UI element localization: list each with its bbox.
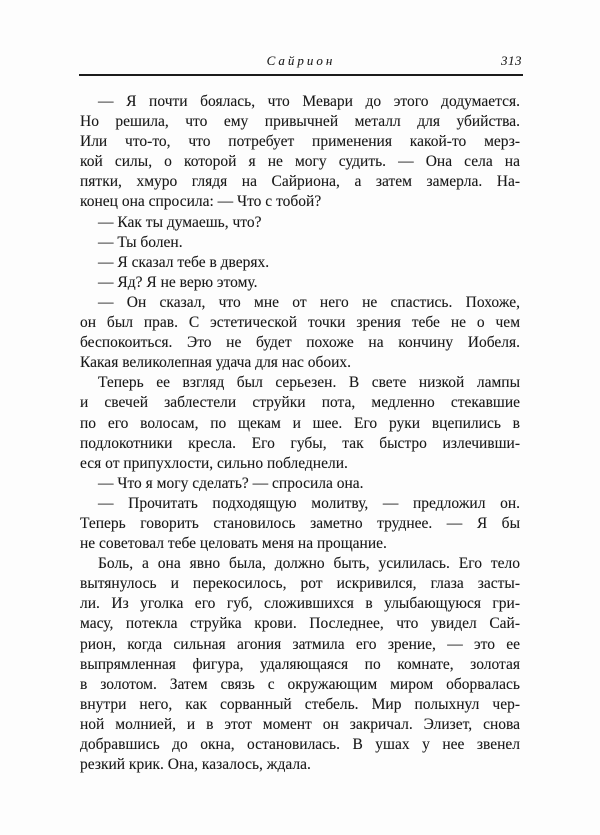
text-line: Какая великолепная удача для нас обоих. xyxy=(80,354,352,372)
text-line: и свечей заблестели струйки пота, медленно стекавшие xyxy=(80,394,520,412)
text-line: — Яд? Я не верю этому. xyxy=(98,273,258,291)
text-line: он был прав. С эстетической точки зрения тебе не о чем xyxy=(80,314,520,332)
text-line: Но решила, что ему привычней металл для убийства. xyxy=(80,113,520,131)
text-line: — Он сказал, что мне от него не спастись. Похоже, xyxy=(98,293,520,311)
text-line: конец она спросила: — Что с тобой? xyxy=(80,193,322,211)
text-line: еся от припухлости, сильно побледнели. xyxy=(80,454,348,472)
text-line: не советовал тебе целовать меня на прощание. xyxy=(80,535,387,553)
text-line: кой силы, о которой я не могу судить. — Она села на xyxy=(80,153,520,171)
text-line: — Как ты думаешь, что? xyxy=(98,213,262,231)
text-line: вытянулось и перекосилось, рот искривился, глаза засты- xyxy=(80,575,520,593)
header-rule xyxy=(79,74,523,76)
body-text xyxy=(80,92,520,775)
text-line: рион, когда сильная агония затмила его зрение, — это ее xyxy=(80,635,520,653)
header-title: Сайрион xyxy=(266,53,336,68)
text-line: — Я сказал тебе в дверях. xyxy=(98,253,270,271)
text-line: выпрямленная фигура, удаляющаяся по комнате, золотая xyxy=(80,655,520,673)
text-line: ли. Из уголка его губ, сложившихся в улыбающуюся гри- xyxy=(80,595,520,613)
running-header xyxy=(80,53,522,71)
text-line: Теперь говорить становилось заметно труднее. — Я бы xyxy=(80,514,520,532)
text-line: резкий крик. Она, казалось, ждала. xyxy=(80,756,311,774)
header-page-number: 313 xyxy=(501,53,522,68)
text-line: внутри него, как сорванный стебель. Мир полыхнул чер- xyxy=(80,695,520,713)
text-line: Или что-то, что потребует применения какой-то мерз- xyxy=(80,133,520,151)
text-line: пятки, хмуро глядя на Сайриона, а затем замерла. На- xyxy=(80,173,520,191)
text-line: по его волосам, по щекам и шее. Его руки вцепились в xyxy=(80,414,520,432)
text-line: — Я почти боялась, что Мевари до этого додумается. xyxy=(98,93,520,110)
text-line: подлокотники кресла. Его губы, так быстро излечивши- xyxy=(80,434,520,452)
text-line: беспокоиться. Это не будет похоже на кончину Иобеля. xyxy=(80,334,520,352)
text-line: ной молнией, и в этот момент он закричал. Элизет, снова xyxy=(80,715,520,733)
text-line: — Что я могу сделать? — спросила она. xyxy=(98,474,364,492)
text-line: в золотом. Затем связь с окружающим миром оборвалась xyxy=(80,675,520,693)
text-line: Боль, а она явно была, должно быть, усилилась. Его тело xyxy=(98,555,520,573)
text-line: Теперь ее взгляд был серьезен. В свете низкой лампы xyxy=(98,374,520,392)
text-line: добравшись до окна, остановилась. В ушах у нее звенел xyxy=(80,736,520,753)
text-line: — Прочитать подходящую молитву, — предложил он. xyxy=(98,494,520,512)
text-line: — Ты болен. xyxy=(98,233,183,251)
text-line: масу, потекла струйка крови. Последнее, что увидел Сай- xyxy=(80,615,520,633)
